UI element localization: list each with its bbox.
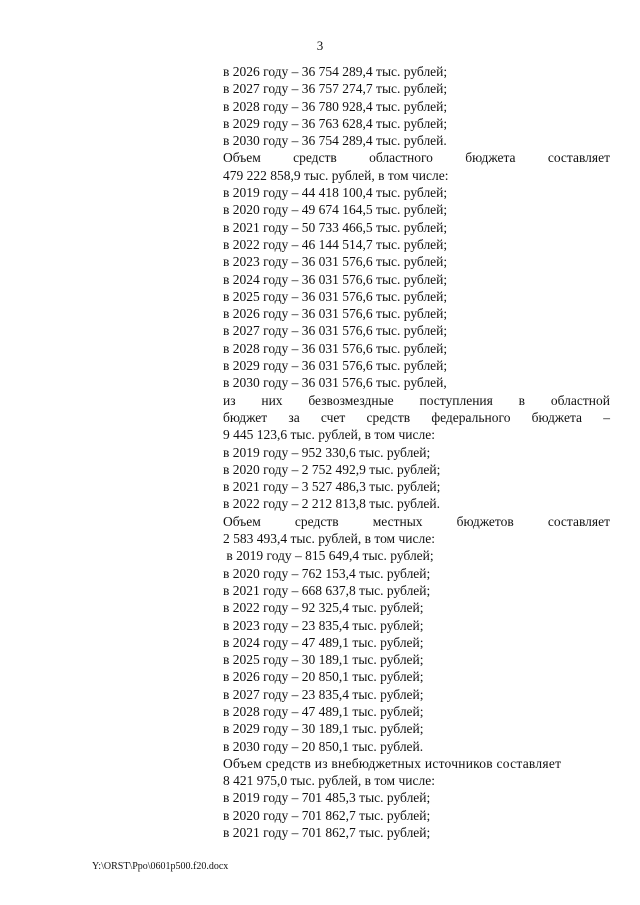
year-line: в 2027 году – 36 031 576,6 тыс. рублей; [223,323,448,339]
year-line: в 2021 году – 668 637,8 тыс. рублей; [223,582,431,598]
year-line: в 2021 году – 3 527 486,3 тыс. рублей; [223,479,441,495]
year-line: в 2025 году – 30 189,1 тыс. рублей; [223,652,424,668]
year-line: в 2020 году – 49 674 164,5 тыс. рублей; [223,202,448,218]
year-line: в 2019 году – 952 330,6 тыс. рублей; [223,444,431,460]
year-line: в 2021 году – 701 862,7 тыс. рублей; [223,825,431,841]
year-line: в 2024 году – 36 031 576,6 тыс. рублей; [223,271,448,287]
local-budget-heading: Объем средств местных бюджетов составляет [223,513,610,529]
file-path-footer: Y:\ORST\Ppo\0601p500.f20.docx [92,861,229,872]
year-line: в 2021 году – 50 733 466,5 тыс. рублей; [223,219,448,235]
local-budget-total: 2 583 493,4 тыс. рублей, в том числе: [223,531,435,547]
year-line: в 2028 году – 36 031 576,6 тыс. рублей; [223,340,448,356]
year-line: в 2022 году – 2 212 813,8 тыс. рублей. [223,496,441,512]
year-line: в 2020 году – 2 752 492,9 тыс. рублей; [223,461,441,477]
year-line: в 2026 году – 36 031 576,6 тыс. рублей; [223,306,448,322]
year-line: в 2028 году – 47 489,1 тыс. рублей; [223,703,424,719]
year-line: в 2026 году – 20 850,1 тыс. рублей; [223,669,424,685]
year-line: в 2022 году – 46 144 514,7 тыс. рублей; [223,236,448,252]
year-line: в 2020 году – 762 153,4 тыс. рублей; [223,565,431,581]
document-body [223,63,610,841]
year-line: в 2029 году – 36 031 576,6 тыс. рублей; [223,358,448,374]
year-line: в 2030 году – 20 850,1 тыс. рублей. [223,738,424,754]
year-line: в 2026 году – 36 754 289,4 тыс. рублей; [223,64,448,79]
year-line: в 2027 году – 36 757 274,7 тыс. рублей; [223,81,448,97]
year-line: в 2030 году – 36 754 289,4 тыс. рублей. [223,133,447,149]
oblast-budget-heading: Объем средств областного бюджета составляет [223,150,610,166]
year-line: в 2027 году – 23 835,4 тыс. рублей; [223,686,424,702]
year-line: в 2020 году – 701 862,7 тыс. рублей; [223,807,431,823]
year-line: в 2023 году – 23 835,4 тыс. рублей; [223,617,424,633]
year-line: в 2024 году – 47 489,1 тыс. рублей; [223,634,424,650]
year-line: в 2028 году – 36 780 928,4 тыс. рублей; [223,98,448,114]
year-line: в 2023 году – 36 031 576,6 тыс. рублей; [223,254,448,270]
oblast-budget-total: 479 222 858,9 тыс. рублей, в том числе: [223,167,449,183]
federal-transfers-heading-line1: из них безвозмездные поступления в областной [223,392,610,408]
year-line: в 2022 году – 92 325,4 тыс. рублей; [223,600,424,616]
offbudget-total: 8 421 975,0 тыс. рублей, в том числе: [223,773,435,789]
year-line: в 2019 году – 815 649,4 тыс. рублей; [223,548,434,564]
year-line: в 2030 году – 36 031 576,6 тыс. рублей, [223,375,447,391]
year-line: в 2025 году – 36 031 576,6 тыс. рублей; [223,288,448,304]
year-line: в 2019 году – 701 485,3 тыс. рублей; [223,790,431,806]
year-line: в 2029 году – 36 763 628,4 тыс. рублей; [223,115,448,131]
page-number: 3 [316,38,324,53]
federal-transfers-total: 9 445 123,6 тыс. рублей, в том числе: [223,427,435,443]
offbudget-heading: Объем средств из внебюджетных источников составляет [223,755,562,771]
federal-transfers-heading-line2: бюджет за счет средств федерального бюджета – [223,409,610,425]
year-line: в 2029 году – 30 189,1 тыс. рублей; [223,721,424,737]
year-line: в 2019 году – 44 418 100,4 тыс. рублей; [223,185,448,201]
